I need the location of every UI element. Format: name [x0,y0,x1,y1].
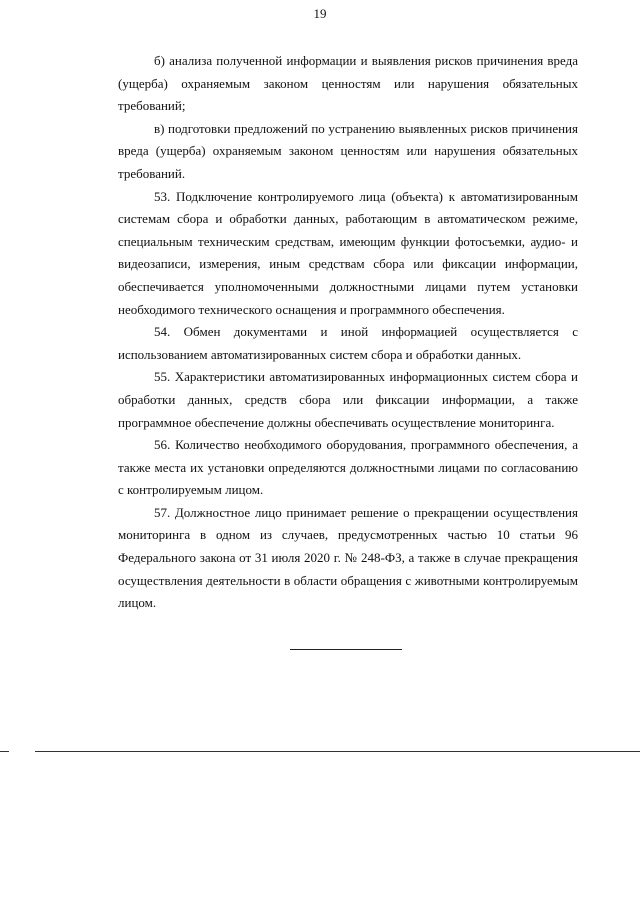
footer-rule-line [35,751,640,752]
paragraph-56: 56. Количество необходимого оборудования, программного обеспечения, а также места их установки определяются должностными лицами по согласованию с контролируемым лицом. [118,437,578,498]
paragraph-b: б) анализа полученной информации и выявления рисков причинения вреда (ущерба) охраняемым законом ценностям или нарушения обязательных требований; [118,53,578,114]
paragraph-54: 54. Обмен документами и иной информацией осуществляется с использованием автоматизированных систем сбора и обработки данных. [118,324,578,362]
end-separator-line [290,649,402,650]
page-number: 19 [313,6,327,21]
paragraph-v: в) подготовки предложений по устранению выявленных рисков причинения вреда (ущерба) охраняемым законом ценностям или нарушения обязательных требований. [118,120,578,181]
margin-tick-mark [0,751,9,752]
document-body [118,50,578,615]
paragraph-53: 53. Подключение контролируемого лица (объекта) к автоматизированным системам сбора и обработки данных, работающим в автоматическом режиме, специальным техническим средствам, имеющим функции фотосъемки, аудио- и видеозаписи, измерения, иным средствам сбора или фиксации информации, обеспечивается уполномоченными должностными лицами путем установки необходимого технического оснащения и программного обеспечения. [118,188,578,317]
paragraph-55: 55. Характеристики автоматизированных информационных систем сбора и обработки данных, средств сбора или фиксации информации, а также программное обеспечение должны обеспечивать осуществление мониторинга. [118,369,578,430]
paragraph-57: 57. Должностное лицо принимает решение о прекращении осуществления мониторинга в одном из случаев, предусмотренных частью 10 статьи 96 Федерального закона от 31 июля 2020 г. № 248-ФЗ, а также в случае прекращения осуществления деятельности в области обращения с животными контролируемым лицом. [118,504,578,611]
